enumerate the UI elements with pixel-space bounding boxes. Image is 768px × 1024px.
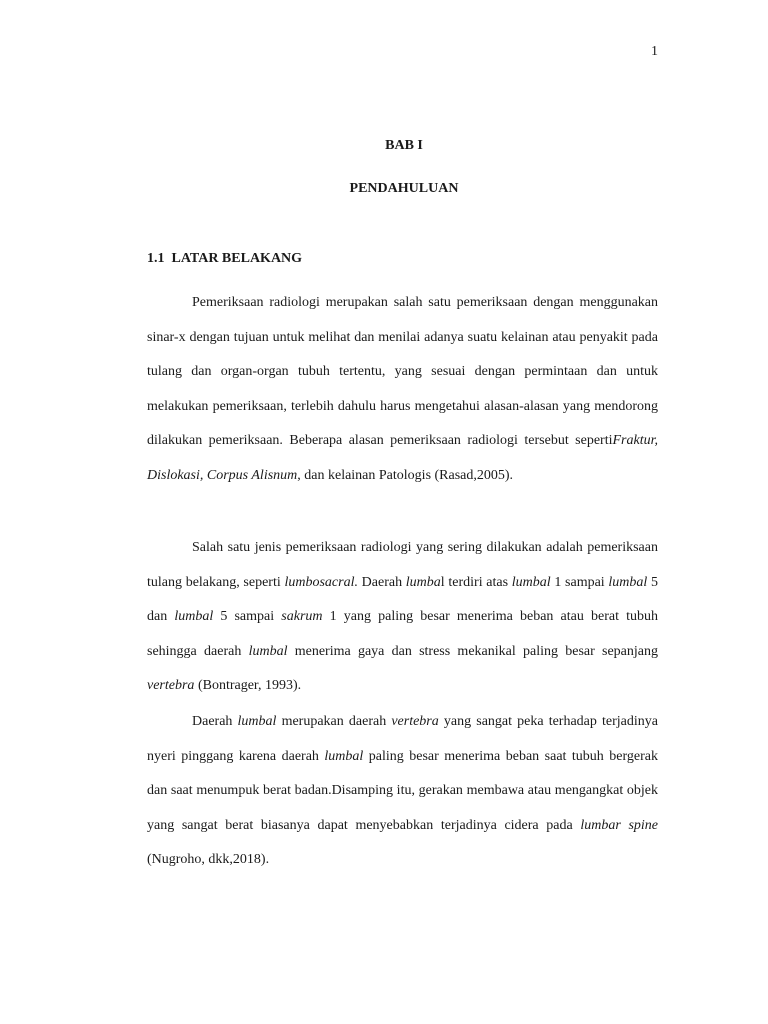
text-run: Daerah bbox=[357, 574, 406, 590]
text-run: paling besar menerima beban saat tubuh bergerak dan saat menumpuk berat badan.Disamping itu, gerakan membawa atau mengangkat objek yang sangat berat biasanya dapat menyebabkan terjadinya cidera pada bbox=[147, 748, 658, 833]
text-run: menerima gaya dan stress mekanikal paling besar sepanjang bbox=[287, 643, 659, 659]
italic-term: lumbosacral. bbox=[284, 574, 358, 590]
italic-term: vertebra bbox=[391, 714, 439, 729]
paragraph-1 bbox=[147, 286, 658, 493]
chapter-label: BAB I bbox=[385, 138, 423, 153]
text-run: 1 sampai bbox=[550, 574, 609, 590]
italic-term: lumba bbox=[405, 574, 441, 590]
italic-term: lumbal bbox=[511, 574, 551, 590]
section-heading bbox=[147, 251, 302, 267]
italic-term: lumbar spine bbox=[580, 817, 658, 833]
text-run: , dan kelainan Patologis (Rasad,2005). bbox=[297, 467, 514, 483]
text-run: 5 sampai bbox=[213, 609, 282, 624]
italic-term: Fraktur, Dislokasi, Corpus Alisnum bbox=[147, 433, 658, 483]
italic-term: lumbal bbox=[608, 574, 648, 590]
italic-term: lumbal bbox=[324, 748, 364, 764]
text-run: yang sangat peka terhadap terjadinya nyeri pinggang karena daerah bbox=[147, 714, 658, 764]
text-run: Daerah bbox=[192, 714, 238, 729]
text-run: Salah satu jenis pemeriksaan radiologi yang sering dilakukan adalah pemeriksaan tulang belakang, seperti bbox=[147, 540, 658, 590]
italic-term: vertebra bbox=[147, 678, 195, 693]
text-run: merupakan daerah bbox=[276, 714, 392, 729]
italic-term: sakrum bbox=[281, 609, 323, 624]
italic-term: lumbal bbox=[237, 714, 277, 729]
text-run: l terdiri atas bbox=[440, 574, 512, 590]
section-number: 1.1 bbox=[147, 251, 165, 266]
page-number: 1 bbox=[651, 44, 658, 59]
italic-term: lumbal bbox=[174, 609, 214, 624]
text-run: 5 dan bbox=[147, 574, 658, 624]
paragraph-2 bbox=[147, 531, 658, 704]
text-run: Pemeriksaan radiologi merupakan salah satu pemeriksaan dengan menggunakan sinar-x dengan tujuan untuk melihat dan menilai adanya suatu kelainan atau penyakit pada tulang dan organ-organ tubuh tertentu, yang sesuai dengan permintaan dan untuk melakukan pemeriksaan, terlebih dahulu harus mengetahui alasan-alasan yang mendorong dilakukan pemeriksaan. Beberapa alasan pemeriksaan radiologi tersebut seperti bbox=[147, 295, 658, 448]
text-run: 1 yang paling besar menerima beban atau berat tubuh sehingga daerah bbox=[147, 609, 658, 659]
italic-term: lumbal bbox=[248, 643, 288, 659]
section-title: LATAR BELAKANG bbox=[171, 251, 303, 266]
text-run: (Bontrager, 1993). bbox=[194, 678, 302, 693]
chapter-title: PENDAHULUAN bbox=[349, 181, 459, 196]
text-run: (Nugroho, dkk,2018). bbox=[147, 852, 270, 867]
paragraph-3 bbox=[147, 705, 658, 878]
